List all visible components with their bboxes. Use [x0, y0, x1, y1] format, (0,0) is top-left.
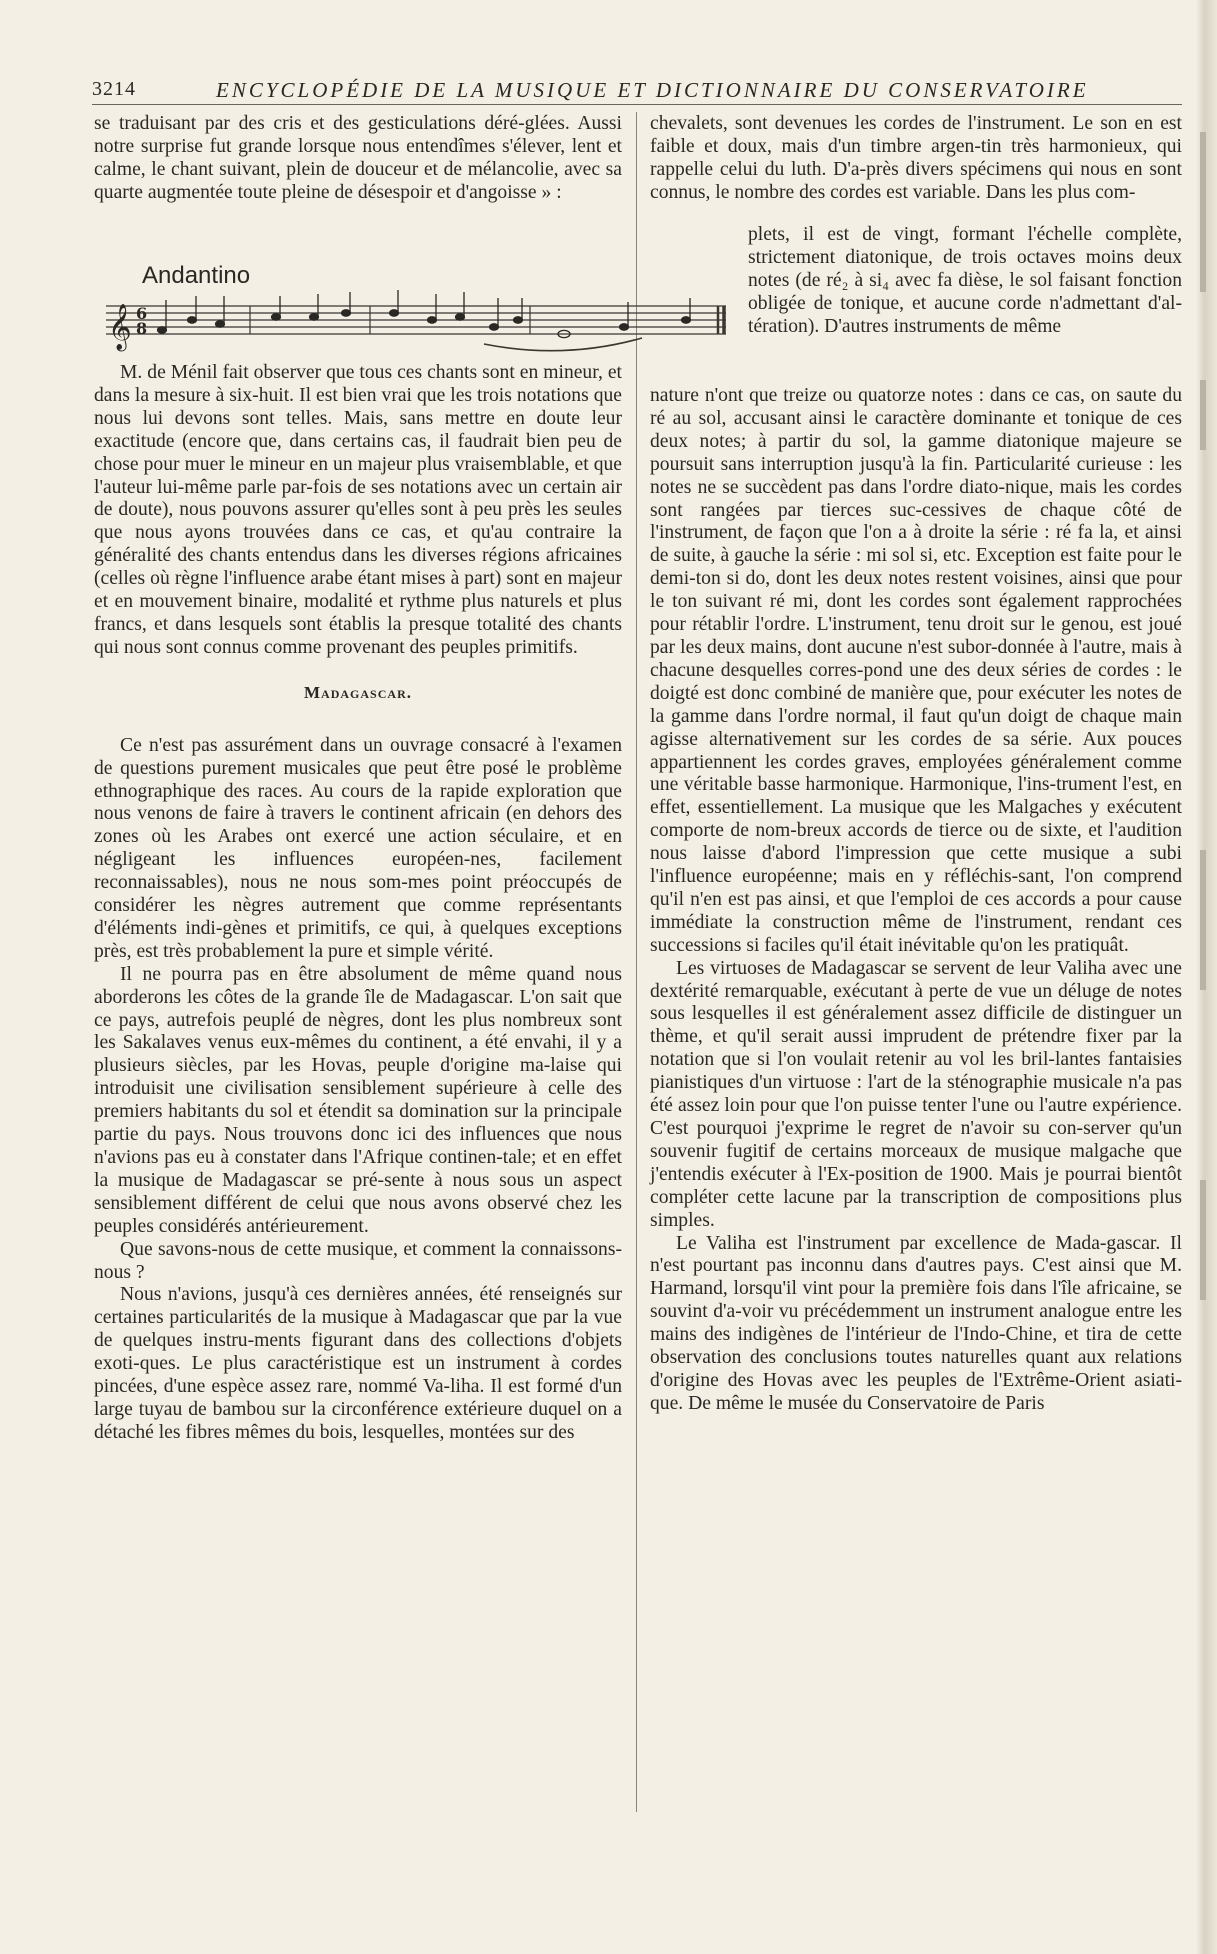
page-number: 3214 — [92, 78, 136, 100]
paragraph: Nous n'avions, jusqu'à ces dernières années, été renseignés sur certaines particularités de la musique à Madagascar que par la vue de quelques instru-ments figurant dans des collections d'objets exoti-ques. Le plus caractéristique est un instrument à cordes pincées, d'une espèce assez rare, nommé Va-liha. Il est formé d'un large tuyau de bambou sur la circonférence extérieure duquel on a détaché les fibres mêmes du bois, lesquelles, montées sur des — [94, 1284, 622, 1443]
section-heading: Madagascar. — [304, 682, 412, 702]
running-header — [92, 74, 1182, 108]
column-divider — [636, 112, 637, 1812]
svg-text:6: 6 — [136, 304, 148, 323]
header-rule — [92, 104, 1182, 105]
right-column-top — [650, 113, 1182, 205]
svg-text:𝄞: 𝄞 — [108, 304, 132, 350]
paragraph: Ce n'est pas assurément dans un ouvrage consacré à l'examen de questions purement musicales que peut être posé le problème ethnographique des races. Au cours de la rapide exploration que nous venons de faire à travers le continent africain (en dehors des zones où les Arabes ont exercé une action séculaire, et en négligeant les influences européen-nes, facilement reconnaissables), nous ne nous som-mes point préoccupés de considérer les nègres autrement que comme représentants d'éléments indi-gènes et primitifs, ce qui, à quelques exceptions près, est très probablement la pure et simple vérité. — [94, 734, 622, 962]
paragraph: Que savons-nous de cette musique, et comment la connaissons-nous ? — [94, 1238, 622, 1283]
paragraph: nature n'ont que treize ou quatorze notes : dans ce cas, on saute du ré au sol, accusant ainsi le caractère dominante et tonique de ces deux notes; à partir du sol, la gamme diatonique majeure se poursuit sans interruption jusqu'à la fin. Particularité curieuse : les notes ne se succèdent pas dans l'ordre diato-nique, mais les cordes sont rangées par tierces suc-cessives de chaque côté de l'instrument, de façon que l'on a à droite la série : ré fa la, et ainsi de suite, à gauche la série : mi sol si, etc. Exception est faite pour le demi-ton si do, dont les deux notes restent voisines, ainsi que pour le ton suivant ré mi, dont les cordes sont également rapprochées pour rétablir l'ordre. L'instrument, tenu droit sur le genou, est joué par les deux mains, dont aucune n'est subor-donnée à l'autre, mais à chacune desquelles corres-pond une des deux séries de cordes : le doigté est donc combiné de manière que, pour exécuter les notes de la gamme dans l'ordre normal, il faut qu'un doigt de chaque main agisse alternativement sur les cordes de sa série. Aux pouces appartiennent les cordes graves, employées généralement comme une véritable basse harmonique. Harmonique, l'ins-trument l'est, en effet, essentiellement. La musique que les Malgaches y exécutent comporte de nom-breux accords de tierce ou de sixte, et l'audition nous laisse d'abord l'impression que cette musique a subi l'influence européenne; mais en y réfléchis-sant, l'on comprend qu'il n'en est pas ainsi, et que l'emploi de ces accords a pour cause immédiate la construction même de l'instrument, rendant ces successions si faciles qu'il était inévitable qu'on les pratiquât. — [650, 385, 1182, 956]
paragraph: plets, il est de vingt, formant l'échelle complète, strictement diatonique, de trois octaves moins deux notes (de ré₂ à si₄ avec fa dièse, le sol faisant fonction obligée de tonique, et aucune corde n'admettant d'al-tération). D'autres instruments de même — [748, 224, 1182, 337]
scan-mark — [1200, 380, 1206, 450]
scan-mark — [1200, 1180, 1206, 1300]
paragraph: Les virtuoses de Madagascar se servent de leur Valiha avec une dextérité remarquable, exécutant à perte de vue un déluge de notes sous lesquelles il est généralement assez difficile de distinguer un thème, et qu'il serait aussi imprudent de prétendre fixer par la notation que si l'on voulait retenir au vol les bril-lantes fantaisies pianistiques d'un virtuose : l'art de la sténographie musicale n'a pas été assez loin pour que l'on puisse tenter l'une ou l'autre expérience. C'est pourquoi j'exprime le regret de n'avoir su con-server qu'un souvenir fugitif de certains morceaux de musique malgache que j'entendis exécuter à l'Ex-position de 1900. Mais je pourrai bientôt compléter cette lacune par la transcription de compositions plus simples. — [650, 957, 1182, 1231]
paragraph: Le Valiha est l'instrument par excellence de Mada-gascar. Il n'est pourtant pas inconnu dans d'autres pays. C'est ainsi que M. Harmand, lorsqu'il vint pour la première fois dans l'île africaine, se souvint d'a-voir vu précédemment un instrument analogue entre les mains des indigènes de l'intérieur de l'Indo-Chine, et tira de cette observation des conclusions toutes naturelles quant aux relations d'origine des Hovas avec les peuples de l'Extrême-Orient asiati-que. De même le musée du Conservatoire de Paris — [650, 1232, 1182, 1414]
paragraph: Il ne pourra pas en être absolument de même quand nous aborderons les côtes de la grande île de Madagascar. L'on sait que ce pays, autrefois peuplé de nègres, dont les plus nombreux sont les Sakalaves venus eux-mêmes du continent, a été envahi, il y a plusieurs siècles, par les Hovas, peuple d'origine ma-laise qui introduisit une civilisation sensiblement supérieure à celle des premiers habitants du sol et étendit sa domination sur la principale partie du pays. Nous trouvons donc ici des influences que nous n'avions pas eu à constater dans l'Afrique continen-tale; et en effet la musique de Madagascar se pré-sente à nous sous un aspect sensiblement différent de celui que nous avons observé chez les peuples considérés antérieurement. — [94, 963, 622, 1237]
svg-text:8: 8 — [136, 319, 148, 338]
running-title: ENCYCLOPÉDIE DE LA MUSIQUE ET DICTIONNAIRE DU CONSERVATOIRE — [216, 78, 1089, 102]
paragraph: M. de Ménil fait observer que tous ces chants sont en mineur, et dans la mesure à six-huit. Il est bien vrai que les trois notations que nous lui devons sont telles. Mais, sans mettre en doute leur exactitude (encore que, dans certains cas, il faudrait bien peu de chose pour muer le mineur en un majeur plus vraisemblable, et que l'auteur lui-même parle par-fois de ses notations avec un certain air de doute), nous pouvons assurer qu'elles sont à peu près les seules que nous ayons trouvées dans ce cas, et qu'au contraire la généralité des chants entendus dans les diverses régions africaines (celles où règne l'influence arabe étant mises à part) sont en majeur et en mouvement binaire, modalité et rythme plus naturels et plus francs, et dans lesquels sont établis la presque totalité des chants qui nous sont connus comme provenant des peuples primitifs. — [94, 362, 622, 658]
music-example — [94, 262, 734, 362]
right-column-inset — [748, 224, 1182, 339]
music-staff — [94, 262, 734, 362]
left-column-main — [94, 362, 622, 1445]
paragraph: chevalets, sont devenues les cordes de l'instrument. Le son en est faible et doux, mais d'un timbre argen-tin très harmonieux, qui rappelle celui du luth. D'a-près divers spécimens qui nous en sont connus, le nombre des cordes est variable. Dans les plus com- — [650, 113, 1182, 203]
left-column-top — [94, 113, 622, 205]
scan-mark — [1200, 132, 1206, 292]
scan-mark — [1200, 850, 1206, 990]
right-column-main — [650, 385, 1182, 1416]
tempo-marking: Andantino — [142, 262, 251, 289]
paragraph: se traduisant par des cris et des gesticulations déré-glées. Aussi notre surprise fut grande lorsque nous entendîmes s'élever, lent et calme, le chant suivant, plein de douceur et de mélancolie, avec sa quarte augmentée toute pleine de désespoir et d'angoisse » : — [94, 113, 622, 203]
